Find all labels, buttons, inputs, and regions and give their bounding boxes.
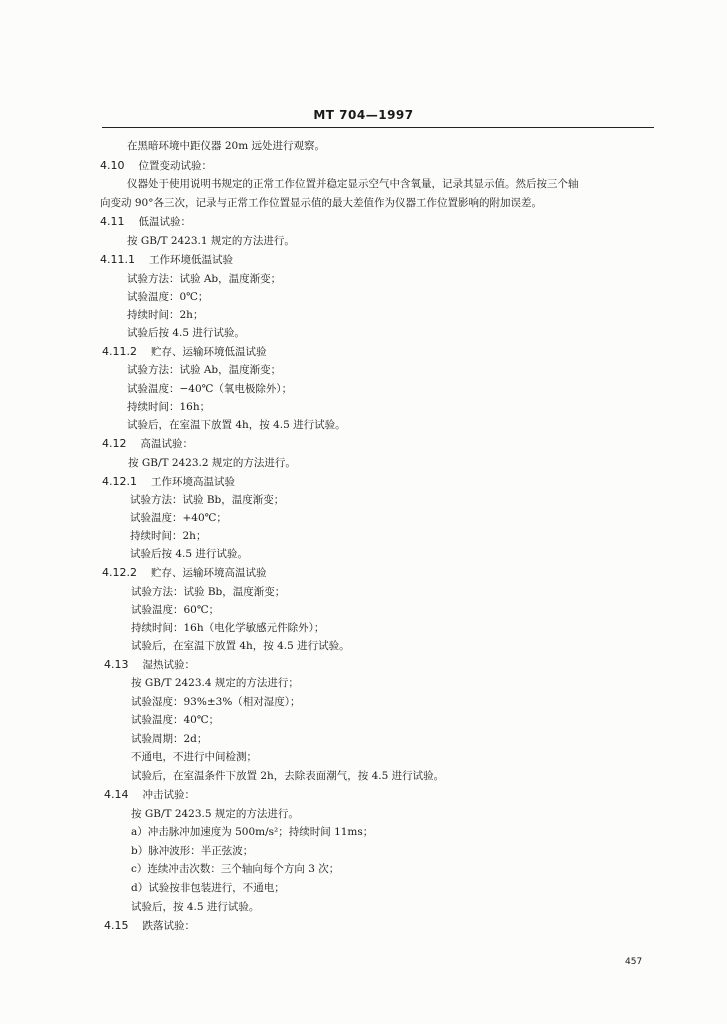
line-text: 试验后，在室温下放置 4h，按 4.5 进行试验。 bbox=[131, 640, 350, 652]
body-text-line bbox=[131, 862, 339, 876]
section-heading bbox=[102, 437, 193, 451]
line-text: 试验后，在室温下放置 4h，按 4.5 进行试验。 bbox=[127, 419, 346, 431]
body-text-line bbox=[127, 272, 281, 286]
section-heading bbox=[104, 919, 195, 933]
body-text-line bbox=[127, 177, 579, 191]
header-rule bbox=[102, 127, 654, 128]
body-text-line bbox=[127, 139, 325, 153]
body-text-line bbox=[100, 196, 542, 210]
body-text-line bbox=[127, 400, 210, 414]
section-number: 4.12.1 bbox=[102, 475, 137, 488]
line-text: 试验温度：0℃； bbox=[127, 291, 209, 303]
line-text: d）试验按非包装进行，不通电； bbox=[131, 882, 285, 894]
line-text: c）连续冲击次数：三个轴向每个方向 3 次； bbox=[131, 863, 340, 875]
section-number: 4.11.2 bbox=[102, 345, 137, 358]
section-title: 低温试验： bbox=[138, 216, 191, 228]
body-text-line bbox=[127, 363, 281, 377]
body-text-line bbox=[131, 621, 324, 635]
section-heading bbox=[104, 658, 195, 672]
line-text: 仪器处于使用说明书规定的正常工作位置并稳定显示空气中含氧量，记录其显示值。然后按三个轴 bbox=[127, 178, 579, 190]
line-text: 按 GB/T 2423.5 规定的方法进行。 bbox=[131, 808, 299, 820]
section-number: 4.12.2 bbox=[102, 566, 137, 579]
body-text-line bbox=[130, 511, 227, 525]
body-text-line bbox=[131, 585, 285, 599]
body-text-line bbox=[127, 382, 292, 396]
section-heading bbox=[100, 215, 191, 229]
line-text: 按 GB/T 2423.2 规定的方法进行。 bbox=[128, 457, 296, 469]
section-title: 工作环境低温试验 bbox=[149, 254, 233, 266]
section-number: 4.12 bbox=[102, 437, 127, 450]
body-text-line bbox=[131, 676, 299, 690]
section-heading bbox=[104, 788, 195, 802]
body-text-line bbox=[131, 900, 259, 914]
line-text: 试验方法：试验 Ab，温度渐变； bbox=[127, 273, 282, 285]
line-text: 试验温度：60℃； bbox=[131, 604, 220, 616]
section-title: 湿热试验： bbox=[142, 659, 195, 671]
line-text: 不通电，不进行中间检测； bbox=[131, 751, 257, 763]
section-number: 4.15 bbox=[104, 919, 129, 932]
body-text-line bbox=[128, 456, 296, 470]
line-text: 按 GB/T 2423.1 规定的方法进行。 bbox=[127, 235, 295, 247]
section-number: 4.14 bbox=[104, 788, 129, 801]
section-number: 4.11 bbox=[100, 215, 125, 228]
line-text: 试验后，按 4.5 进行试验。 bbox=[131, 901, 260, 913]
section-heading bbox=[100, 253, 233, 267]
line-text: 按 GB/T 2423.4 规定的方法进行； bbox=[131, 677, 299, 689]
body-text-line bbox=[127, 308, 203, 322]
line-text: a）冲击脉冲加速度为 500m/s²；持续时间 11ms； bbox=[131, 826, 374, 838]
body-text-line bbox=[130, 547, 248, 561]
body-text-line bbox=[131, 713, 219, 727]
section-heading bbox=[102, 475, 235, 489]
section-heading bbox=[102, 566, 267, 580]
section-title: 跌落试验： bbox=[142, 920, 195, 932]
body-text-line bbox=[127, 326, 245, 340]
line-text: 在黑暗环境中距仪器 20m 远处进行观察。 bbox=[127, 140, 325, 152]
body-text-line bbox=[130, 493, 284, 507]
body-text-line bbox=[130, 529, 206, 543]
body-text-line bbox=[131, 639, 350, 653]
section-number: 4.13 bbox=[104, 658, 129, 671]
line-text: 持续时间：2h； bbox=[127, 309, 204, 321]
section-heading bbox=[100, 159, 212, 173]
body-text-line bbox=[127, 290, 208, 304]
line-text: 持续时间：2h； bbox=[130, 530, 207, 542]
line-text: 试验温度：−40℃（氧电极除外）； bbox=[127, 383, 293, 395]
body-text-line bbox=[131, 750, 257, 764]
line-text: 试验方法：试验 Ab，温度渐变； bbox=[127, 364, 282, 376]
line-text: 持续时间：16h； bbox=[127, 401, 211, 413]
line-text: 试验温度：+40℃； bbox=[130, 512, 227, 524]
line-text: 试验后，在室温条件下放置 2h，去除表面潮气，按 4.5 进行试验。 bbox=[131, 770, 445, 782]
line-text: 试验后按 4.5 进行试验。 bbox=[127, 327, 245, 339]
body-text-line bbox=[127, 418, 346, 432]
line-text: 试验方法：试验 Bb，温度渐变； bbox=[131, 586, 286, 598]
section-number: 4.11.1 bbox=[100, 253, 135, 266]
body-text-line bbox=[131, 603, 219, 617]
body-text-line bbox=[131, 844, 253, 858]
line-text: 试验方法：试验 Bb，温度渐变； bbox=[130, 494, 285, 506]
body-text-line bbox=[131, 881, 285, 895]
line-text: 向变动 90°各三次，记录与正常工作位置显示值的最大差值作为仪器工作位置影响的附加误差。 bbox=[100, 197, 542, 209]
line-text: 试验后按 4.5 进行试验。 bbox=[130, 548, 248, 560]
line-text: b）脉冲波形：半正弦波； bbox=[131, 845, 254, 857]
section-title: 高温试验： bbox=[140, 438, 193, 450]
line-text: 试验湿度：93%±3%（相对湿度）； bbox=[131, 696, 301, 708]
body-text-line bbox=[131, 769, 444, 783]
section-title: 冲击试验： bbox=[142, 789, 195, 801]
line-text: 持续时间：16h（电化学敏感元件除外）； bbox=[131, 622, 325, 634]
line-text: 试验温度：40℃； bbox=[131, 714, 220, 726]
section-heading bbox=[102, 345, 267, 359]
section-title: 贮存、运输环境低温试验 bbox=[151, 346, 267, 358]
line-text: 试验周期：2d； bbox=[131, 733, 208, 745]
section-number: 4.10 bbox=[100, 159, 125, 172]
body-text-line bbox=[131, 807, 299, 821]
page-number: 457 bbox=[625, 957, 643, 967]
section-title: 位置变动试验： bbox=[138, 160, 212, 172]
body-text-line bbox=[131, 825, 373, 839]
section-title: 工作环境高温试验 bbox=[151, 476, 235, 488]
document-header: MT 704—1997 bbox=[313, 108, 414, 122]
body-text-line bbox=[131, 695, 301, 709]
body-text-line bbox=[131, 732, 207, 746]
section-title: 贮存、运输环境高温试验 bbox=[151, 567, 267, 579]
body-text-line bbox=[127, 234, 295, 248]
